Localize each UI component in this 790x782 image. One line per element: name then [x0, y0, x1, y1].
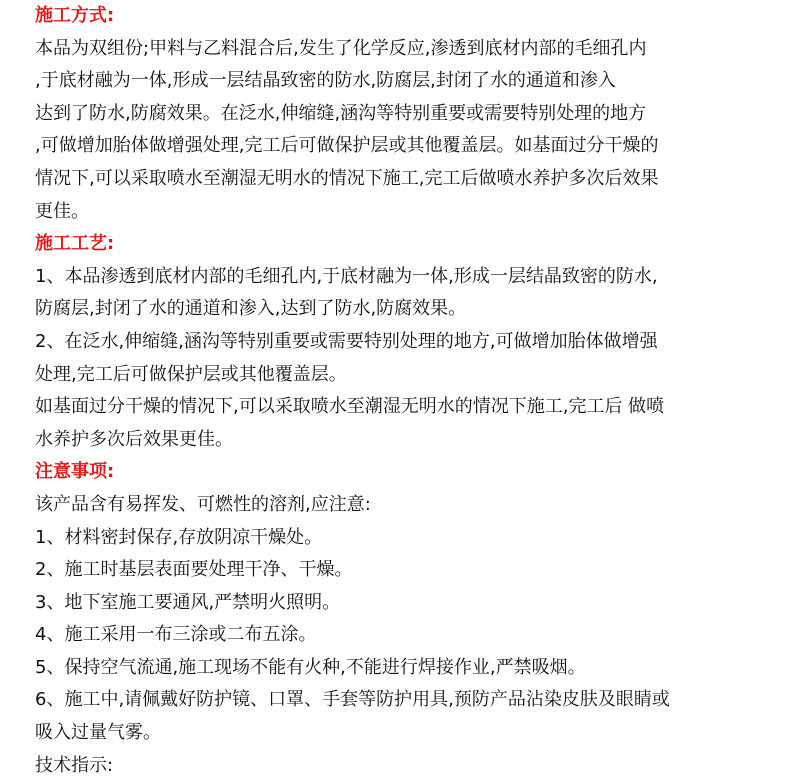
- paragraph-line: 2、在泛水,伸缩缝,涵沟等特别重要或需要特别处理的地方,可做增加胎体做增强: [35, 330, 658, 352]
- paragraph-line: 如基面过分干燥的情况下,可以采取喷水至潮湿无明水的情况下施工,完工后 做喷: [35, 396, 665, 418]
- section-heading: 施工方式:: [35, 5, 115, 26]
- paragraph-line: 水养护多次后效果更佳。: [35, 428, 233, 450]
- list-item: 吸入过量气雾。: [35, 722, 161, 744]
- section-construction-process: [35, 228, 770, 456]
- paragraph-line: 本品为双组份;甲料与乙料混合后,发生了化学反应,渗透到底材内部的毛细孔内: [35, 37, 647, 59]
- paragraph-line: 情况下,可以采取喷水至潮湿无明水的情况下施工,完工后做喷水养护多次后效果: [35, 167, 659, 189]
- paragraph-line: ,可做增加胎体做增强处理,完工后可做保护层或其他覆盖层。如基面过分干燥的: [35, 135, 659, 157]
- paragraph-line: 达到了防水,防腐效果。在泛水,伸缩缝,涵沟等特别重要或需要特别处理的地方: [35, 102, 647, 124]
- paragraph-line: 防腐层,封闭了水的通道和渗入,达到了防水,防腐效果。: [35, 298, 467, 320]
- list-item: 3、地下室施工要通风,严禁明火照明。: [35, 591, 341, 613]
- technical-notes-label: 技术指示:: [35, 754, 114, 776]
- section-construction-method: [35, 0, 770, 228]
- list-item: 1、材料密封保存,存放阴凉干燥处。: [35, 526, 323, 548]
- list-item: 2、施工时基层表面要处理干净、干燥。: [35, 559, 353, 581]
- paragraph-line: ,于底材融为一体,形成一层结晶致密的防水,防腐层,封闭了水的通道和渗入: [35, 70, 616, 92]
- section-heading: 注意事项:: [35, 461, 115, 483]
- section-precautions: [35, 456, 770, 782]
- paragraph-line: 该产品含有易挥发、可燃性的溶剂,应注意:: [35, 493, 371, 515]
- list-item: 6、施工中,请佩戴好防护镜、口罩、手套等防护用具,预防产品沾染皮肤及眼睛或: [35, 689, 670, 711]
- list-item: 4、施工采用一布三涂或二布五涂。: [35, 624, 317, 646]
- document-body: [35, 0, 770, 782]
- section-heading: 施工工艺:: [35, 233, 115, 255]
- list-item: 5、保持空气流通,施工现场不能有火种,不能进行焊接作业,严禁吸烟。: [35, 656, 586, 678]
- paragraph-line: 处理,完工后可做保护层或其他覆盖层。: [35, 363, 347, 385]
- paragraph-line: 1、本品渗透到底材内部的毛细孔内,于底材融为一体,形成一层结晶致密的防水,: [35, 265, 658, 287]
- paragraph-line: 更佳。: [35, 200, 89, 222]
